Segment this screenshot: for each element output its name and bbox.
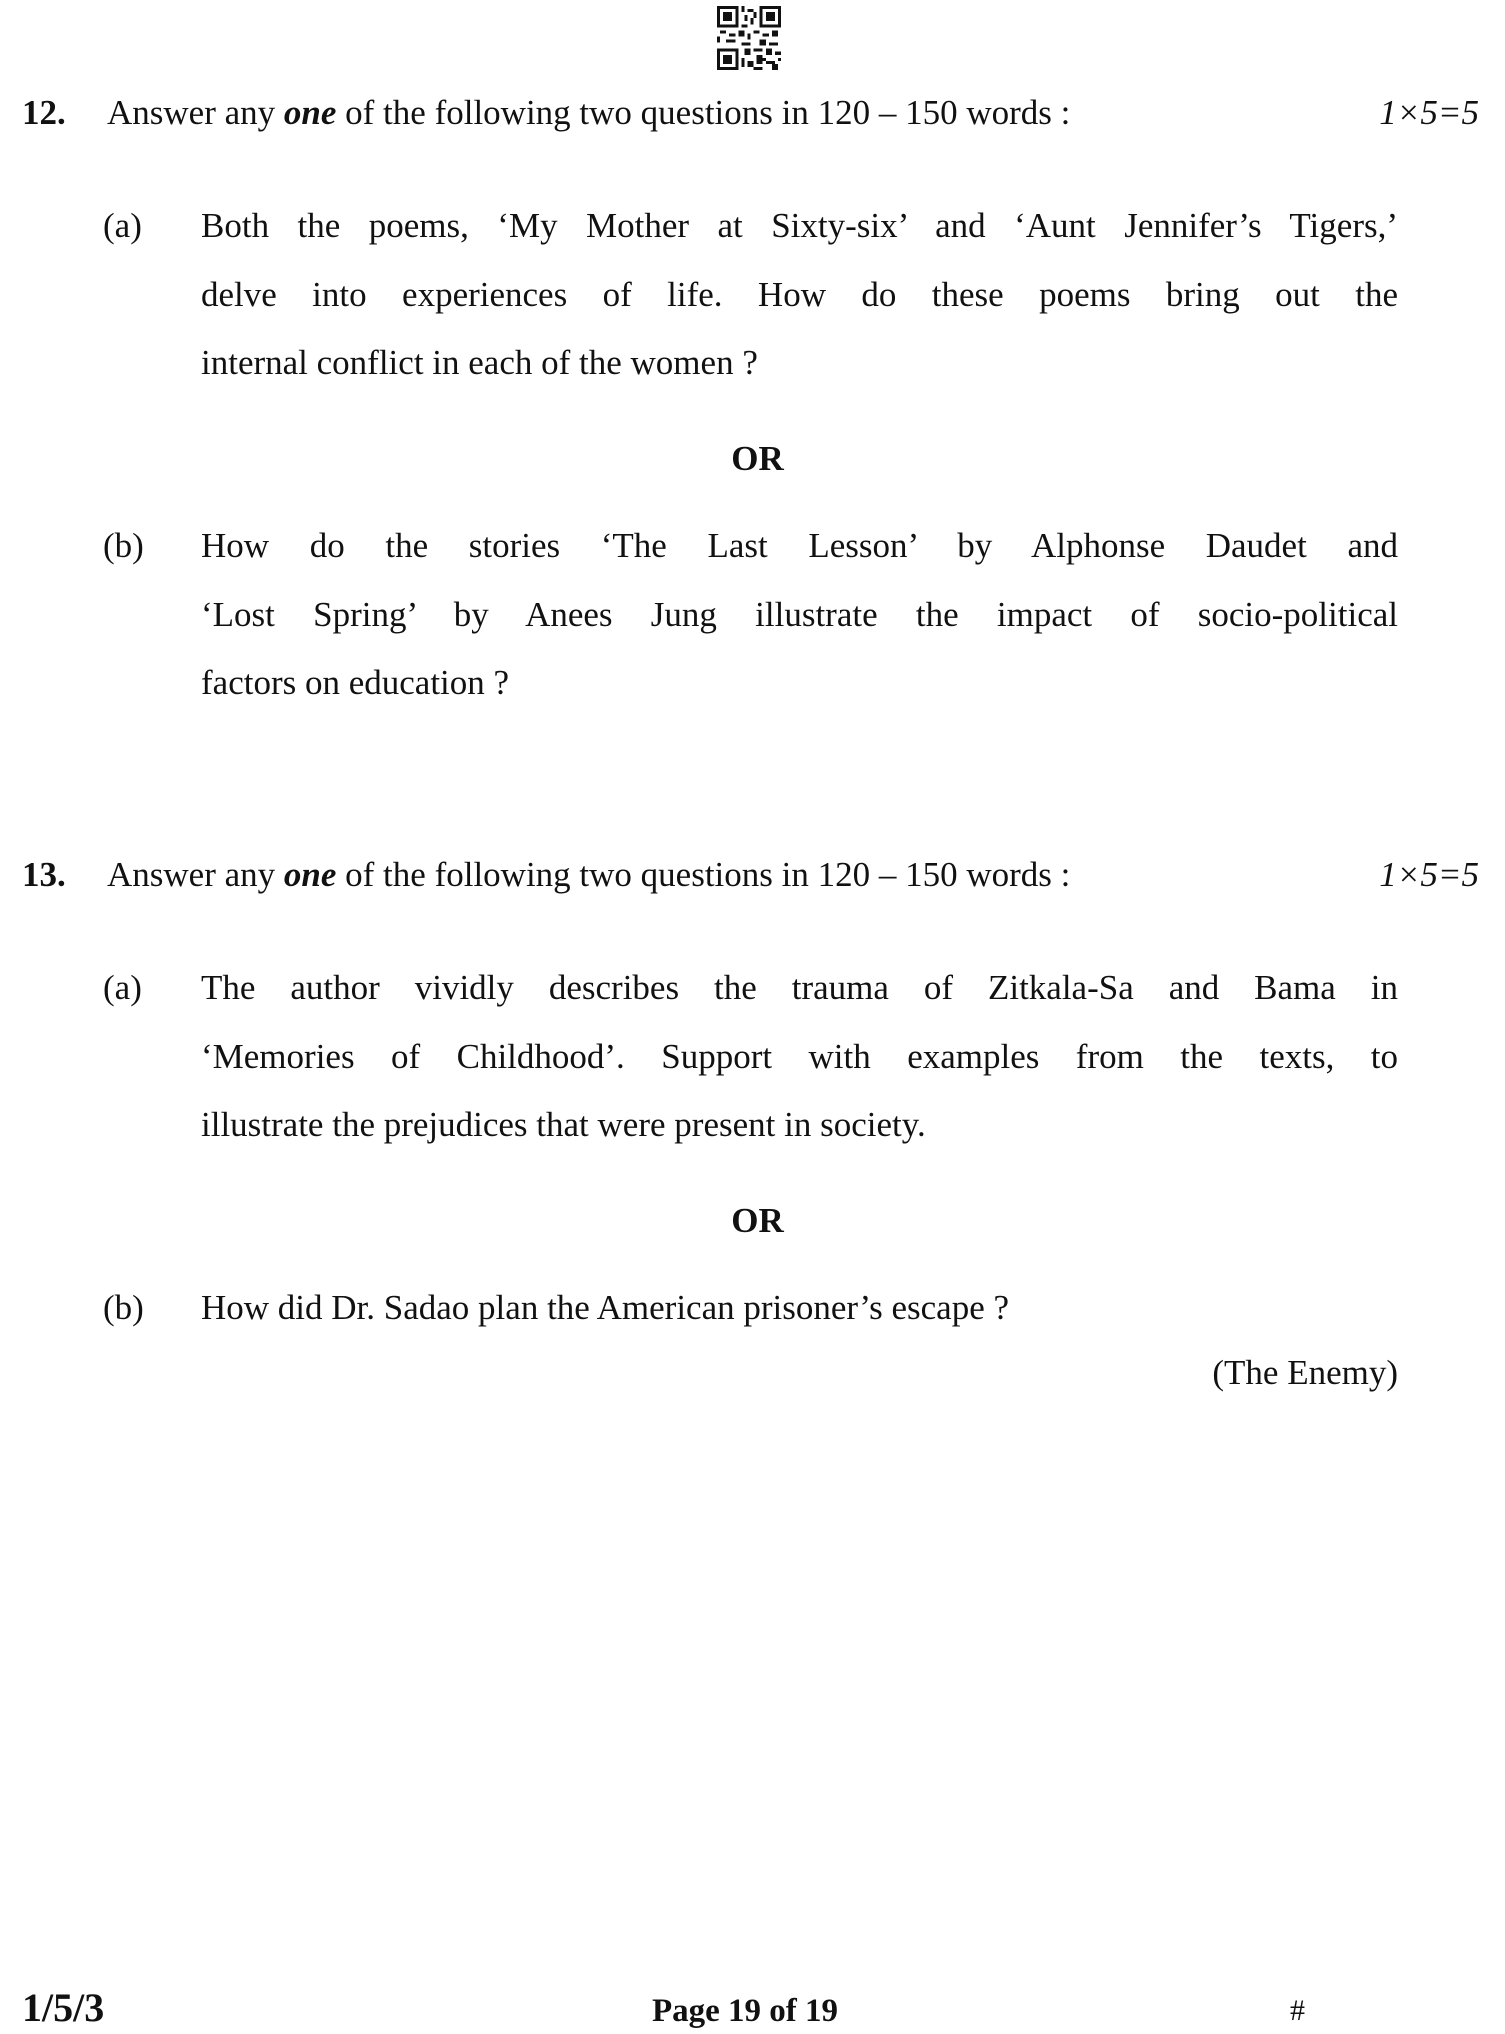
instruction-text: Answer any bbox=[107, 93, 284, 132]
text-line: The author vividly describes the trauma of Zitkala-Sa and Bama in bbox=[201, 968, 1398, 1007]
question-number: 13. bbox=[22, 855, 66, 894]
text-line: illustrate the prejudices that were present in society. bbox=[201, 1105, 926, 1144]
part-text bbox=[201, 954, 1398, 1160]
question-marks: 1×5=5 bbox=[1379, 855, 1479, 894]
or-separator: OR bbox=[731, 439, 784, 478]
page-indicator: Page 19 of 19 bbox=[652, 1993, 839, 2029]
text-line: How do the stories ‘The Last Lesson’ by Alphonse Daudet and bbox=[201, 526, 1398, 565]
text-line: ‘Memories of Childhood’. Support with examples from the texts, to bbox=[201, 1036, 1398, 1076]
instruction-emphasis: one bbox=[283, 855, 337, 894]
hash-mark: # bbox=[1290, 1994, 1305, 2027]
text-line: How did Dr. Sadao plan the American prisoner’s escape ? bbox=[201, 1288, 1010, 1327]
page-footer bbox=[0, 1985, 1505, 2030]
qr-code-icon bbox=[717, 6, 781, 70]
instruction-text: of the following two questions in 120 – 150 words : bbox=[336, 855, 1071, 894]
question-marks: 1×5=5 bbox=[1379, 93, 1479, 132]
question-number: 12. bbox=[22, 93, 66, 132]
question-12-header bbox=[0, 88, 1505, 138]
question-13-header bbox=[0, 850, 1505, 900]
instruction-emphasis: one bbox=[283, 93, 337, 132]
part-label: (b) bbox=[103, 526, 144, 565]
text-line: delve into experiences of life. How do these poems bring out the bbox=[201, 274, 1398, 314]
part-label: (a) bbox=[103, 968, 142, 1007]
part-text bbox=[201, 1274, 1398, 1343]
text-line: ‘Lost Spring’ by Anees Jung illustrate the impact of socio-political bbox=[201, 594, 1398, 634]
question-instruction bbox=[107, 88, 1070, 138]
part-text bbox=[201, 192, 1398, 398]
text-line: factors on education ? bbox=[201, 663, 510, 702]
instruction-text: of the following two questions in 120 – 150 words : bbox=[336, 93, 1071, 132]
instruction-text: Answer any bbox=[107, 855, 284, 894]
part-text bbox=[201, 512, 1398, 718]
part-label: (b) bbox=[103, 1288, 144, 1327]
or-separator: OR bbox=[731, 1201, 784, 1240]
part-label: (a) bbox=[103, 206, 142, 245]
text-line: Both the poems, ‘My Mother at Sixty-six’ and ‘Aunt Jennifer’s Tigers,’ bbox=[201, 206, 1398, 245]
source-citation: (The Enemy) bbox=[1212, 1353, 1398, 1392]
paper-code: 1/5/3 bbox=[22, 1985, 105, 2030]
question-instruction bbox=[107, 850, 1070, 900]
text-line: internal conflict in each of the women ? bbox=[201, 343, 758, 382]
